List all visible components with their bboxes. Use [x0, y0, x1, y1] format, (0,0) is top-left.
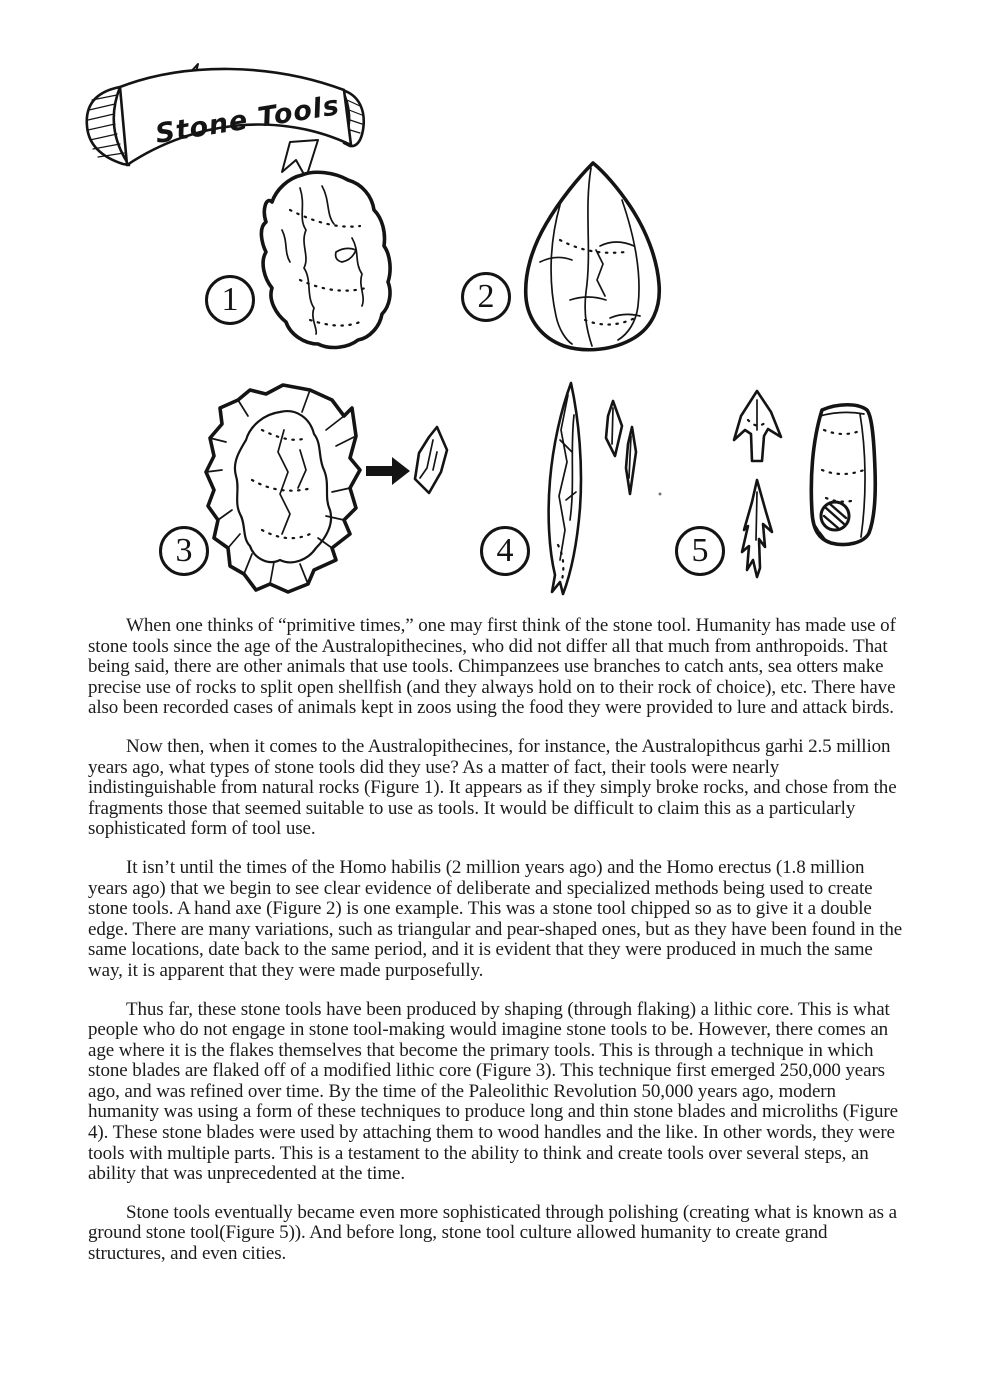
paragraph-5: Stone tools eventually became even more sophisticated through polishing (creating what is known as a ground stone tool(Figure 5)). And before long, stone tool culture allowed humanity to create grand structures, and even cities. [88, 1201, 897, 1265]
paragraph-1: When one thinks of “primitive times,” one may first think of the stone tool. Humanity has made use of stone tools since the age of the Australopithecines, who did not differ all that much from anthropoids. That being said, there are other animals that use tools. Chimpanzees use branches to catch ants, sea otters make precise use of rocks to split open shellfish (and they always hold on to their rock of choice), etc. There have also been recorded cases of animals kept in zoos using the food they were provided to lure and attack birds. [88, 615, 896, 719]
arrowhead-2 [742, 480, 772, 577]
paragraph-2: Now then, when it comes to the Australopithecines, for instance, the Australopithcus garhi 2.5 million years ago, what types of stone tools did they use? As a matter of fact, their tools were nearly indistinguishable from natural rocks (Figure 1). It appears as if they simply broke rocks, and chose from the fragments those that seemed suitable to use as tools. It would be difficult to claim this as a particularly sophisticated form of tool use. [88, 735, 897, 840]
ink-speck [659, 493, 662, 496]
figure4-blade-illustration [549, 383, 662, 594]
figure5-number: 5 [691, 532, 709, 569]
article-text [88, 616, 904, 1283]
figure4-number: 4 [496, 532, 514, 569]
paragraph-4: Thus far, these stone tools have been produced by shaping (through flaking) a lithic core. This is what people who do not engage in stone tool-making would imagine stone tools to be. However, there comes an age where it is the flakes themselves that become the primary tools. This is through a technique in which stone blades are flaked off of a modified lithic core (Figure 3). This technique first emerged 250,000 years ago, and was refined over time. By the time of the Paleolithic Revolution 50,000 years ago, modern humanity was using a form of these techniques to produce long and thin stone blades and microliths (Figure 4). These stone blades were used by attaching them to wood handles and the like. In other words, they were tools with multiple parts. This is a testament to the ability to think and create tools over several steps, an ability that was unprecedented at the time. [88, 998, 898, 1185]
microlith-2 [626, 427, 636, 494]
banner-title: Stone Tools [153, 90, 343, 150]
figure5-polished-tools-illustration [734, 391, 875, 577]
figure2-number: 2 [477, 278, 495, 315]
flaking-arrow-icon [366, 457, 410, 485]
arrowhead-1 [734, 391, 781, 461]
figure1-rock-illustration [261, 172, 390, 347]
figure2-hand-axe-illustration [526, 163, 660, 350]
figure1-number: 1 [221, 281, 239, 318]
figure3-core-illustration [206, 385, 447, 592]
microlith-1 [606, 401, 622, 456]
figure4-number-badge [480, 526, 530, 576]
figure3-number-badge [159, 526, 209, 576]
figure2-number-badge [461, 272, 511, 322]
figure3-number: 3 [175, 532, 193, 569]
figure1-number-badge [205, 275, 255, 325]
flake-illustration [415, 427, 447, 493]
stone-tools-banner [87, 64, 364, 178]
ground-stone-tool [811, 405, 875, 545]
figure5-number-badge [675, 526, 725, 576]
paragraph-3: It isn’t until the times of the Homo habilis (2 million years ago) and the Homo erectus (1.8 million years ago) that we begin to see clear evidence of deliberate and specialized methods being used to create stone tools. A hand axe (Figure 2) is one example. This was a stone tool chipped so as to give it a double edge. There are many variations, such as triangular and pear-shaped ones, but as they have been found in the same locations, date back to the same period, and it is evident that they were produced in much the same way, it is apparent that they were made purposefully. [88, 856, 903, 981]
